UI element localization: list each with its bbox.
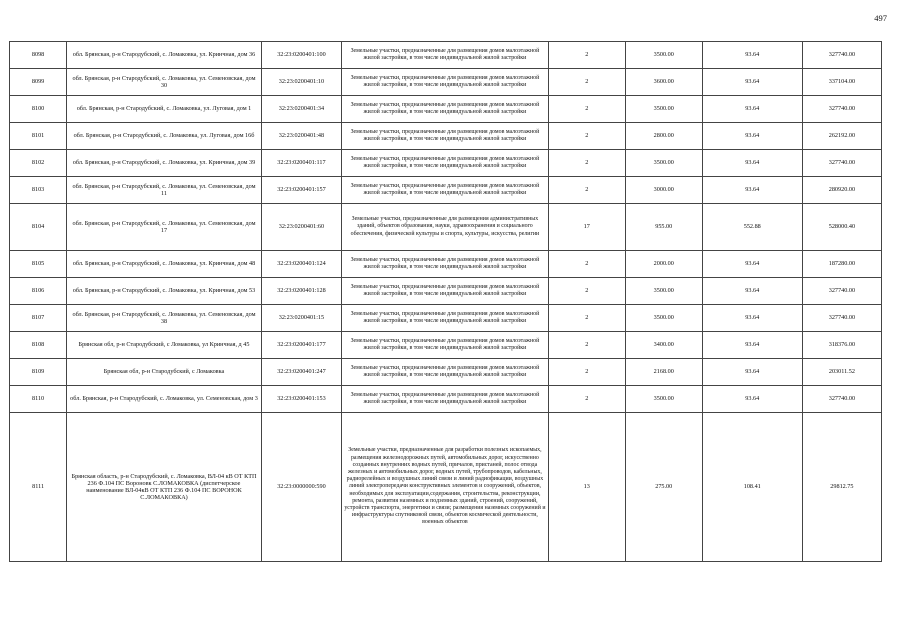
area-cell: 3500.00 — [625, 386, 702, 413]
group-number-cell: 2 — [548, 386, 625, 413]
address-cell: обл. Брянская, р-н Стародубский, с. Ломаковка, ул. Семеновская, дом 11 — [67, 177, 262, 204]
page-number: 497 — [874, 13, 887, 23]
group-number-cell: 2 — [548, 332, 625, 359]
cadastral-value-cell: 280920.00 — [802, 177, 881, 204]
area-cell: 3500.00 — [625, 278, 702, 305]
address-cell: обл. Брянская, р-н Стародубский, с. Ломаковка, ул. Кринчная, дом 36 — [67, 42, 262, 69]
group-number-cell: 2 — [548, 278, 625, 305]
area-cell: 3600.00 — [625, 69, 702, 96]
cadastral-number-cell: 32:23:0200401:177 — [261, 332, 341, 359]
table-row — [10, 359, 882, 386]
cadastral-value-cell: 187280.00 — [802, 251, 881, 278]
row-number-cell: 8106 — [10, 278, 67, 305]
row-number-cell: 8108 — [10, 332, 67, 359]
row-number-cell: 8107 — [10, 305, 67, 332]
area-cell: 3500.00 — [625, 150, 702, 177]
cadastral-value-cell: 203011.52 — [802, 359, 881, 386]
cadastral-number-cell: 32:23:0200401:100 — [261, 42, 341, 69]
table-row — [10, 251, 882, 278]
land-purpose-cell: Земельные участки, предназначенные для размещения административных зданий, объектов образования, науки, здравоохранения и социального обеспечения, физической культуры и спорта, культуры, искусства, религии — [342, 204, 549, 251]
group-number-cell: 2 — [548, 177, 625, 204]
row-number-cell: 8100 — [10, 96, 67, 123]
land-purpose-cell: Земельные участки, предназначенные для размещения домов малоэтажной жилой застройки, в том числе индивидуальной жилой застройки — [342, 150, 549, 177]
table-row — [10, 69, 882, 96]
group-number-cell: 2 — [548, 69, 625, 96]
land-purpose-cell: Земельные участки, предназначенные для размещения домов малоэтажной жилой застройки, в том числе индивидуальной жилой застройки — [342, 96, 549, 123]
rate-cell: 93.64 — [702, 251, 802, 278]
group-number-cell: 2 — [548, 359, 625, 386]
address-cell: обл. Брянская, р-н Стародубский, с. Ломаковка, ул. Кринчная, дом 53 — [67, 278, 262, 305]
table-row — [10, 150, 882, 177]
group-number-cell: 2 — [548, 42, 625, 69]
cadastral-value-cell: 327740.00 — [802, 150, 881, 177]
land-purpose-cell: Земельные участки, предназначенные для размещения домов малоэтажной жилой застройки, в том числе индивидуальной жилой застройки — [342, 251, 549, 278]
area-cell: 275.00 — [625, 413, 702, 562]
cadastral-number-cell: 32:23:0200401:48 — [261, 123, 341, 150]
cadastral-value-cell: 327740.00 — [802, 96, 881, 123]
rate-cell: 552.88 — [702, 204, 802, 251]
area-cell: 3400.00 — [625, 332, 702, 359]
cadastral-number-cell: 32:23:0200401:117 — [261, 150, 341, 177]
rate-cell: 93.64 — [702, 150, 802, 177]
land-purpose-cell: Земельные участки, предназначенные для размещения домов малоэтажной жилой застройки, в том числе индивидуальной жилой застройки — [342, 332, 549, 359]
address-cell: Брянская обл, р-н Стародубский, с Ломаковка — [67, 359, 262, 386]
row-number-cell: 8103 — [10, 177, 67, 204]
cadastral-number-cell: 32:23:0200401:124 — [261, 251, 341, 278]
cadastral-value-cell: 327740.00 — [802, 42, 881, 69]
row-number-cell: 8102 — [10, 150, 67, 177]
land-purpose-cell: Земельные участки, предназначенные для размещения домов малоэтажной жилой застройки, в том числе индивидуальной жилой застройки — [342, 359, 549, 386]
cadastral-table — [9, 41, 882, 562]
cadastral-number-cell: 32:23:0200401:34 — [261, 96, 341, 123]
group-number-cell: 2 — [548, 96, 625, 123]
land-purpose-cell: Земельные участки, предназначенные для размещения домов малоэтажной жилой застройки, в том числе индивидуальной жилой застройки — [342, 278, 549, 305]
rate-cell: 108.41 — [702, 413, 802, 562]
area-cell: 3500.00 — [625, 42, 702, 69]
address-cell: Брянская область, р-н Стародубский, с. Ломаковка, ВЛ-04 кВ ОТ КТП 236 Ф.104 ПС Вороновк С.ЛОМАКОВКА (диспетчерское наименование ВЛ-04кВ ОТ КТП 236 Ф.104 ПС ВОРОНОК С.ЛОМАКОВКА) — [67, 413, 262, 562]
cadastral-number-cell: 32:23:0200401:247 — [261, 359, 341, 386]
row-number-cell: 8110 — [10, 386, 67, 413]
table-row — [10, 386, 882, 413]
area-cell: 2800.00 — [625, 123, 702, 150]
rate-cell: 93.64 — [702, 42, 802, 69]
cadastral-value-cell: 337104.00 — [802, 69, 881, 96]
address-cell: Брянская обл, р-н Стародубский, с Ломаковка, ул Кринчная, д 45 — [67, 332, 262, 359]
group-number-cell: 2 — [548, 150, 625, 177]
group-number-cell: 2 — [548, 123, 625, 150]
area-cell: 2168.00 — [625, 359, 702, 386]
cadastral-number-cell: 32:23:0200401:10 — [261, 69, 341, 96]
address-cell: обл. Брянская, р-н Стародубский, с. Ломаковка, ул. Семеновская, дом 17 — [67, 204, 262, 251]
cadastral-number-cell: 32:23:0000000:590 — [261, 413, 341, 562]
cadastral-value-cell: 262192.00 — [802, 123, 881, 150]
cadastral-value-cell: 327740.00 — [802, 278, 881, 305]
table-row — [10, 413, 882, 562]
cadastral-number-cell: 32:23:0200401:128 — [261, 278, 341, 305]
area-cell: 2000.00 — [625, 251, 702, 278]
row-number-cell: 8101 — [10, 123, 67, 150]
group-number-cell: 2 — [548, 305, 625, 332]
table-row — [10, 177, 882, 204]
group-number-cell: 13 — [548, 413, 625, 562]
land-purpose-cell: Земельные участки, предназначенные для размещения домов малоэтажной жилой застройки, в том числе индивидуальной жилой застройки — [342, 123, 549, 150]
table-row — [10, 305, 882, 332]
address-cell: обл. Брянская, р-н Стародубский, с. Ломаковка, ул. Семеновская, дом 38 — [67, 305, 262, 332]
cadastral-value-cell: 528000.40 — [802, 204, 881, 251]
table-row — [10, 123, 882, 150]
area-cell: 3000.00 — [625, 177, 702, 204]
land-purpose-cell: Земельные участки, предназначенные для размещения домов малоэтажной жилой застройки, в том числе индивидуальной жилой застройки — [342, 386, 549, 413]
table-row — [10, 96, 882, 123]
rate-cell: 93.64 — [702, 96, 802, 123]
group-number-cell: 2 — [548, 251, 625, 278]
land-purpose-cell: Земельные участки, предназначенные для размещения домов малоэтажной жилой застройки, в том числе индивидуальной жилой застройки — [342, 42, 549, 69]
table-row — [10, 42, 882, 69]
group-number-cell: 17 — [548, 204, 625, 251]
table-row — [10, 332, 882, 359]
area-cell: 3500.00 — [625, 305, 702, 332]
row-number-cell: 8105 — [10, 251, 67, 278]
area-cell: 955.00 — [625, 204, 702, 251]
table-row — [10, 278, 882, 305]
address-cell: обл. Брянская, р-н Стародубский, с. Ломаковка, ул. Семеновская, дом 3 — [67, 386, 262, 413]
cadastral-number-cell: 32:23:0200401:157 — [261, 177, 341, 204]
row-number-cell: 8104 — [10, 204, 67, 251]
land-purpose-cell: Земельные участки, предназначенные для разработки полезных ископаемых, размещения железнодорожных путей, автомобильных дорог, искусственно созданных внутренних водных путей, причалов, пристаней, полос отвода железных и автомобильных дорог, водных путей, трубопроводов, кабельных, радиорелейных и воздушных линий связи и линий радиофикации, воздушных линий электропередачи конструктивных элементов и сооружений, объектов, необходимых для эксплуатации,содержания, строительства, реконструкции, ремонта, развития наземных и подземных зданий, строений, сооружений, устройств транспорта, энергетики и связи; размещения наземных сооружений и инфраструктуры спутниковой связи, объектов космической деятельности, военных объектов — [342, 413, 549, 562]
row-number-cell: 8109 — [10, 359, 67, 386]
rate-cell: 93.64 — [702, 332, 802, 359]
cadastral-value-cell: 29812.75 — [802, 413, 881, 562]
address-cell: обл. Брянская, р-н Стародубский, с. Ломаковка, ул. Семеновская, дом 30 — [67, 69, 262, 96]
cadastral-number-cell: 32:23:0200401:15 — [261, 305, 341, 332]
rate-cell: 93.64 — [702, 386, 802, 413]
cadastral-number-cell: 32:23:0200401:60 — [261, 204, 341, 251]
address-cell: обл. Брянская, р-н Стародубский, с. Ломаковка, ул. Кринчная, дом 48 — [67, 251, 262, 278]
row-number-cell: 8111 — [10, 413, 67, 562]
land-purpose-cell: Земельные участки, предназначенные для размещения домов малоэтажной жилой застройки, в том числе индивидуальной жилой застройки — [342, 177, 549, 204]
row-number-cell: 8099 — [10, 69, 67, 96]
land-purpose-cell: Земельные участки, предназначенные для размещения домов малоэтажной жилой застройки, в том числе индивидуальной жилой застройки — [342, 69, 549, 96]
land-purpose-cell: Земельные участки, предназначенные для размещения домов малоэтажной жилой застройки, в том числе индивидуальной жилой застройки — [342, 305, 549, 332]
cadastral-number-cell: 32:23:0200401:153 — [261, 386, 341, 413]
cadastral-value-cell: 327740.00 — [802, 386, 881, 413]
address-cell: обл. Брянская, р-н Стародубский, с. Ломаковка, ул. Кринчная, дом 39 — [67, 150, 262, 177]
rate-cell: 93.64 — [702, 123, 802, 150]
address-cell: обл. Брянская, р-н Стародубский, с. Ломаковка, ул. Луговая, дом 1 — [67, 96, 262, 123]
rate-cell: 93.64 — [702, 177, 802, 204]
rate-cell: 93.64 — [702, 305, 802, 332]
rate-cell: 93.64 — [702, 69, 802, 96]
row-number-cell: 8098 — [10, 42, 67, 69]
rate-cell: 93.64 — [702, 278, 802, 305]
area-cell: 3500.00 — [625, 96, 702, 123]
table-row — [10, 204, 882, 251]
cadastral-value-cell: 327740.00 — [802, 305, 881, 332]
address-cell: обл. Брянская, р-н Стародубский, с. Ломаковка, ул. Луговая, дом 16б — [67, 123, 262, 150]
rate-cell: 93.64 — [702, 359, 802, 386]
cadastral-value-cell: 318376.00 — [802, 332, 881, 359]
